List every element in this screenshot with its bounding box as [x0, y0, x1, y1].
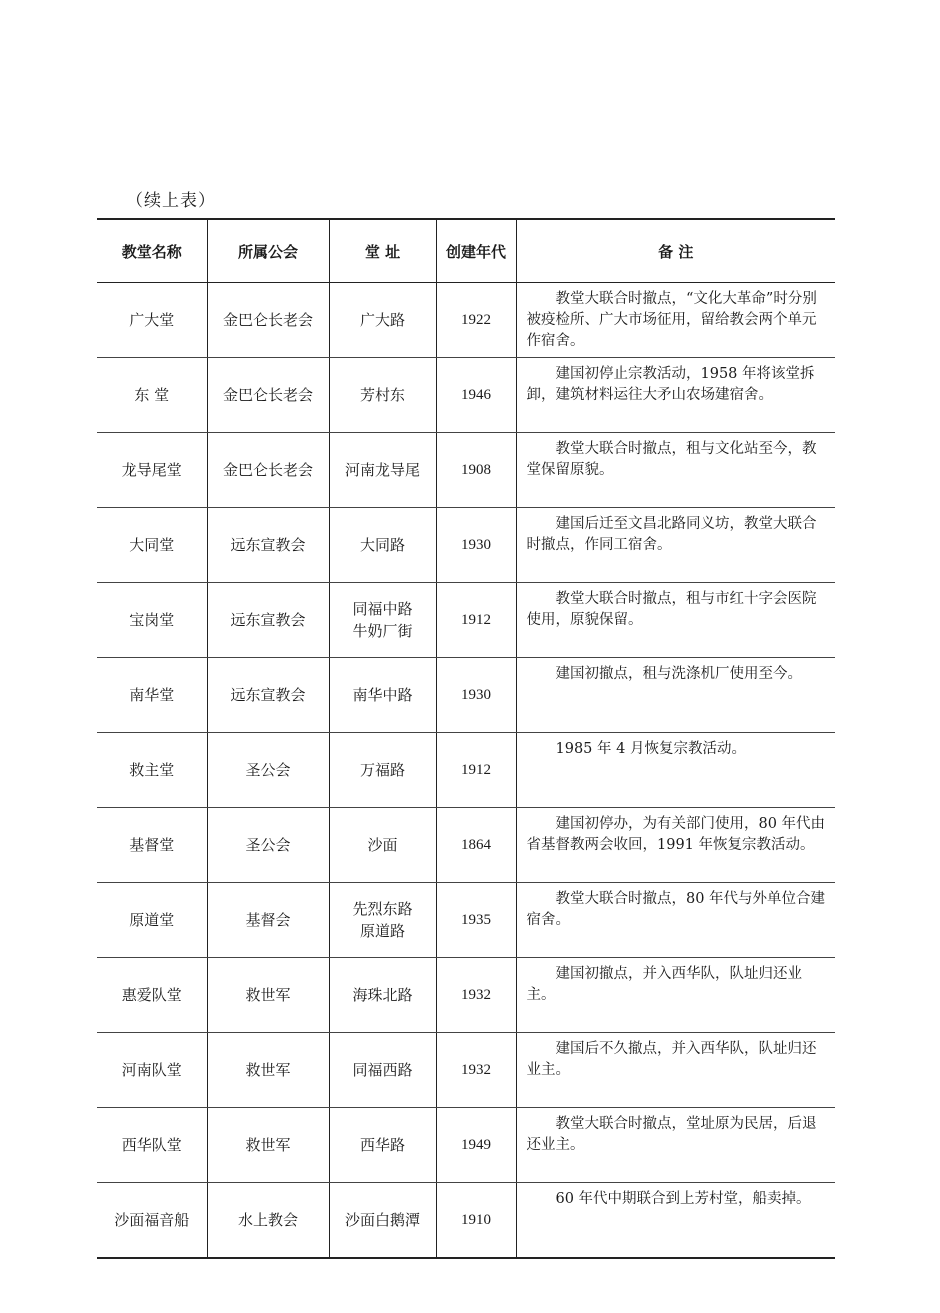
- cell-addr: [329, 808, 436, 883]
- addr-line-2: 原道路: [359, 922, 405, 940]
- cell-addr: [329, 433, 436, 508]
- cell-name: 基督堂: [97, 808, 207, 883]
- cell-addr: [329, 1108, 436, 1183]
- table-row: [97, 358, 835, 433]
- cell-year: 1930: [436, 658, 516, 733]
- cell-note: 教堂大联合时撤点，80 年代与外单位合建宿舍。: [516, 883, 835, 958]
- cell-name: 广大堂: [97, 283, 207, 358]
- cell-org: 水上教会: [207, 1183, 329, 1259]
- addr-line-1: 先烈东路: [352, 900, 413, 918]
- cell-name: 东 堂: [97, 358, 207, 433]
- cell-addr: [329, 1033, 436, 1108]
- cell-note: 教堂大联合时撤点，租与市红十字会医院使用，原貌保留。: [516, 583, 835, 658]
- cell-addr: [329, 583, 436, 658]
- addr-line-2: 牛奶厂街: [352, 622, 413, 640]
- cell-name: 龙导尾堂: [97, 433, 207, 508]
- header-row: [97, 219, 835, 283]
- cell-note: 建国后迁至文昌北路同义坊，教堂大联合时撤点，作同工宿舍。: [516, 508, 835, 583]
- cell-name: 大同堂: [97, 508, 207, 583]
- cell-note: 建国初停办，为有关部门使用，80 年代由省基督教两会收回，1991 年恢复宗教活动。: [516, 808, 835, 883]
- cell-year: 1908: [436, 433, 516, 508]
- cell-note: 教堂大联合时撤点，堂址原为民居，后退还业主。: [516, 1108, 835, 1183]
- cell-name: 原道堂: [97, 883, 207, 958]
- cell-year: 1935: [436, 883, 516, 958]
- cell-note: 教堂大联合时撤点，租与文化站至今，教堂保留原貌。: [516, 433, 835, 508]
- cell-name: 救主堂: [97, 733, 207, 808]
- cell-year: 1932: [436, 1033, 516, 1108]
- addr-line-1: 同福中路: [352, 600, 413, 618]
- table-row: [97, 433, 835, 508]
- table-row: [97, 283, 835, 358]
- cell-addr: [329, 283, 436, 358]
- cell-year: 1932: [436, 958, 516, 1033]
- cell-year: 1910: [436, 1183, 516, 1259]
- cell-org: 金巴仑长老会: [207, 283, 329, 358]
- cell-org: 远东宣教会: [207, 658, 329, 733]
- cell-org: 救世军: [207, 1108, 329, 1183]
- table-row: [97, 883, 835, 958]
- cell-note: 建国初撤点，并入西华队，队址归还业主。: [516, 958, 835, 1033]
- table-row: [97, 1108, 835, 1183]
- addr-line-1: 沙面白鹅潭: [344, 1211, 420, 1229]
- cell-name: 河南队堂: [97, 1033, 207, 1108]
- header-name: 教堂名称: [97, 219, 207, 283]
- cell-year: 1946: [436, 358, 516, 433]
- addr-line-1: 万福路: [359, 761, 405, 779]
- addr-line-1: 沙面: [367, 836, 398, 854]
- cell-addr: [329, 733, 436, 808]
- header-year: 创建年代: [436, 219, 516, 283]
- cell-note: 建国初撤点，租与洗涤机厂使用至今。: [516, 658, 835, 733]
- addr-line-1: 海珠北路: [352, 986, 413, 1004]
- cell-year: 1912: [436, 733, 516, 808]
- cell-year: 1912: [436, 583, 516, 658]
- cell-name: 宝岗堂: [97, 583, 207, 658]
- church-table: [97, 218, 835, 1259]
- cell-name: 惠爱队堂: [97, 958, 207, 1033]
- header-note: 备 注: [516, 219, 835, 283]
- addr-line-1: 河南龙导尾: [344, 461, 420, 479]
- cell-note: 建国初停止宗教活动，1958 年将该堂拆卸，建筑材料运往大矛山农场建宿舍。: [516, 358, 835, 433]
- addr-line-1: 大同路: [359, 536, 405, 554]
- table-row: [97, 508, 835, 583]
- table-row: [97, 958, 835, 1033]
- cell-addr: [329, 508, 436, 583]
- cell-org: 圣公会: [207, 733, 329, 808]
- table-row: [97, 1033, 835, 1108]
- cell-year: 1922: [436, 283, 516, 358]
- table-row: [97, 808, 835, 883]
- cell-note: 教堂大联合时撤点，“文化大革命”时分别被疫检所、广大市场征用，留给教会两个单元作宿舍。: [516, 283, 835, 358]
- cell-year: 1949: [436, 1108, 516, 1183]
- table-caption: （续上表）: [126, 191, 216, 211]
- cell-org: 救世军: [207, 1033, 329, 1108]
- cell-name: 西华队堂: [97, 1108, 207, 1183]
- cell-year: 1864: [436, 808, 516, 883]
- header-addr: 堂 址: [329, 219, 436, 283]
- cell-org: 金巴仑长老会: [207, 433, 329, 508]
- cell-note: 建国后不久撤点，并入西华队，队址归还业主。: [516, 1033, 835, 1108]
- cell-name: 沙面福音船: [114, 1211, 190, 1229]
- addr-line-1: 南华中路: [352, 686, 413, 704]
- table-row: [97, 583, 835, 658]
- cell-addr: [329, 958, 436, 1033]
- header-org: 所属公会: [207, 219, 329, 283]
- addr-line-1: 同福西路: [352, 1061, 413, 1079]
- cell-org: 圣公会: [207, 808, 329, 883]
- cell-year: 1930: [436, 508, 516, 583]
- cell-addr: [329, 358, 436, 433]
- cell-addr: [329, 883, 436, 958]
- cell-org: 远东宣教会: [207, 508, 329, 583]
- cell-note: 1985 年 4 月恢复宗教活动。: [516, 733, 835, 808]
- cell-addr: [329, 1183, 436, 1259]
- table-row: [97, 658, 835, 733]
- cell-note: 60 年代中期联合到上芳村堂，船卖掉。: [516, 1183, 835, 1259]
- cell-addr: [329, 658, 436, 733]
- cell-org: 远东宣教会: [207, 583, 329, 658]
- addr-line-1: 西华路: [359, 1136, 405, 1154]
- cell-org: 救世军: [207, 958, 329, 1033]
- table-row: [97, 733, 835, 808]
- addr-line-1: 广大路: [359, 311, 405, 329]
- table-row: [97, 1183, 835, 1259]
- cell-org: 基督会: [207, 883, 329, 958]
- cell-org: 金巴仑长老会: [207, 358, 329, 433]
- cell-name: 南华堂: [97, 658, 207, 733]
- addr-line-1: 芳村东: [359, 386, 405, 404]
